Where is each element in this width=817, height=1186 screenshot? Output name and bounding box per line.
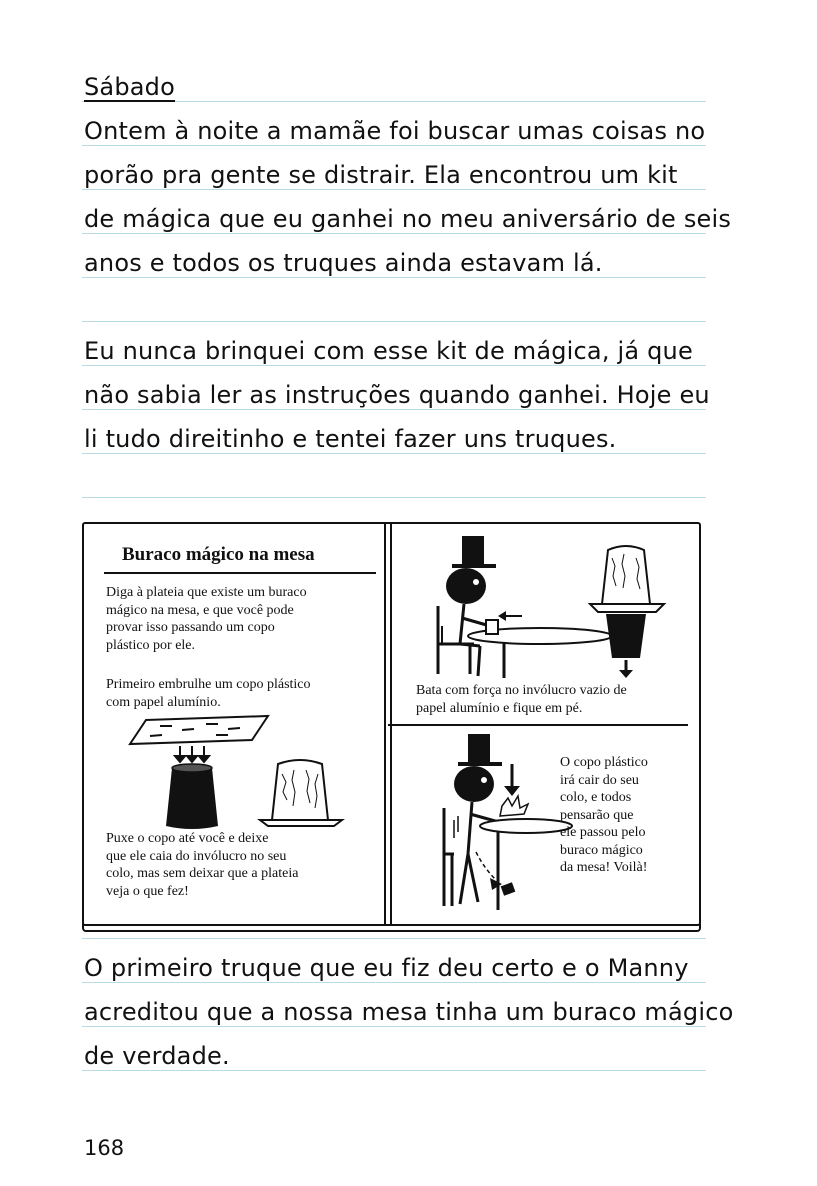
- book-title: Buraco mágico na mesa: [122, 544, 315, 565]
- book-left-page: [90, 530, 378, 918]
- ruled-line: [82, 453, 706, 454]
- book-text-line: pensarão que: [560, 807, 634, 823]
- ruled-line: [82, 497, 706, 498]
- book-text-line: O copo plástico: [560, 755, 648, 770]
- book-text-line: provar isso passando um copo: [106, 620, 275, 635]
- book-text-line: plástico por ele.: [106, 637, 196, 653]
- book-instructions-result: [560, 754, 648, 877]
- diary-line: O primeiro truque que eu fiz deu certo e o Manny: [84, 954, 689, 982]
- foil-wrap-cup-illustration: [120, 716, 350, 826]
- ruled-line: [82, 101, 706, 102]
- book-instructions-intro: [106, 584, 307, 654]
- book-text-line: Bata com força no invólucro vazio de: [416, 683, 627, 698]
- book-text-line: da mesa! Voilà!: [560, 860, 648, 875]
- right-page-divider: [388, 724, 688, 726]
- diary-line: não sabia ler as instruções quando ganhei. Hoje eu: [84, 381, 710, 409]
- bang-table-illustration: [414, 734, 564, 914]
- book-title-underline: [104, 572, 376, 574]
- book-text-line: papel alumínio e fique em pé.: [416, 700, 583, 716]
- book-right-page: [394, 530, 690, 918]
- book-text-line: que ele caia do invólucro no seu: [106, 848, 287, 864]
- book-instructions-step2: [106, 830, 298, 900]
- ruled-line: [82, 277, 706, 278]
- book-text-line: colo, mas sem deixar que a plateia: [106, 866, 299, 881]
- book-text-line: buraco mágico: [560, 842, 643, 858]
- book-text-line: Primeiro embrulhe um copo plástico: [106, 677, 311, 692]
- book-text-line: veja o que fez!: [106, 883, 189, 899]
- book-text-line: mágico na mesa, e que você pode: [106, 602, 294, 618]
- diary-line: Ontem à noite a mamãe foi buscar umas coisas no: [84, 117, 706, 145]
- book-text-line: com papel alumínio.: [106, 694, 221, 710]
- page-number: 168: [84, 1136, 125, 1160]
- diary-line: anos e todos os truques ainda estavam lá.: [84, 249, 603, 277]
- ruled-line: [82, 145, 706, 146]
- diary-line: de mágica que eu ganhei no meu aniversário de seis: [84, 205, 732, 233]
- ruled-line: [82, 321, 706, 322]
- pull-cup-illustration: [394, 536, 690, 686]
- ruled-line: [82, 189, 706, 190]
- book-instructions-step1: [106, 676, 311, 711]
- book-text-line: irá cair do seu: [560, 772, 639, 788]
- book-text-line: colo, e todos: [560, 790, 632, 805]
- ruled-line: [82, 1070, 706, 1071]
- diary-heading: Sábado: [84, 73, 176, 101]
- magic-kit-book-illustration: [82, 522, 701, 926]
- ruled-line: [82, 938, 706, 939]
- ruled-line: [82, 233, 706, 234]
- book-text-line: Diga à plateia que existe um buraco: [106, 585, 307, 600]
- diary-line: li tudo direitinho e tentei fazer uns truques.: [84, 425, 617, 453]
- book-text-line: Puxe o copo até você e deixe: [106, 831, 269, 846]
- diary-line: porão pra gente se distrair. Ela encontrou um kit: [84, 161, 678, 189]
- ruled-line: [82, 1026, 706, 1027]
- book-text-line: ele passou pelo: [560, 825, 646, 840]
- ruled-line: [82, 365, 706, 366]
- diary-line: de verdade.: [84, 1042, 230, 1070]
- diary-line: Eu nunca brinquei com esse kit de mágica, já que: [84, 337, 693, 365]
- book-instructions-step3: [416, 682, 627, 717]
- ruled-line: [82, 409, 706, 410]
- book-bottom-edge: [82, 924, 701, 932]
- ruled-line: [82, 982, 706, 983]
- diary-line: acreditou que a nossa mesa tinha um buraco mágico: [84, 998, 734, 1026]
